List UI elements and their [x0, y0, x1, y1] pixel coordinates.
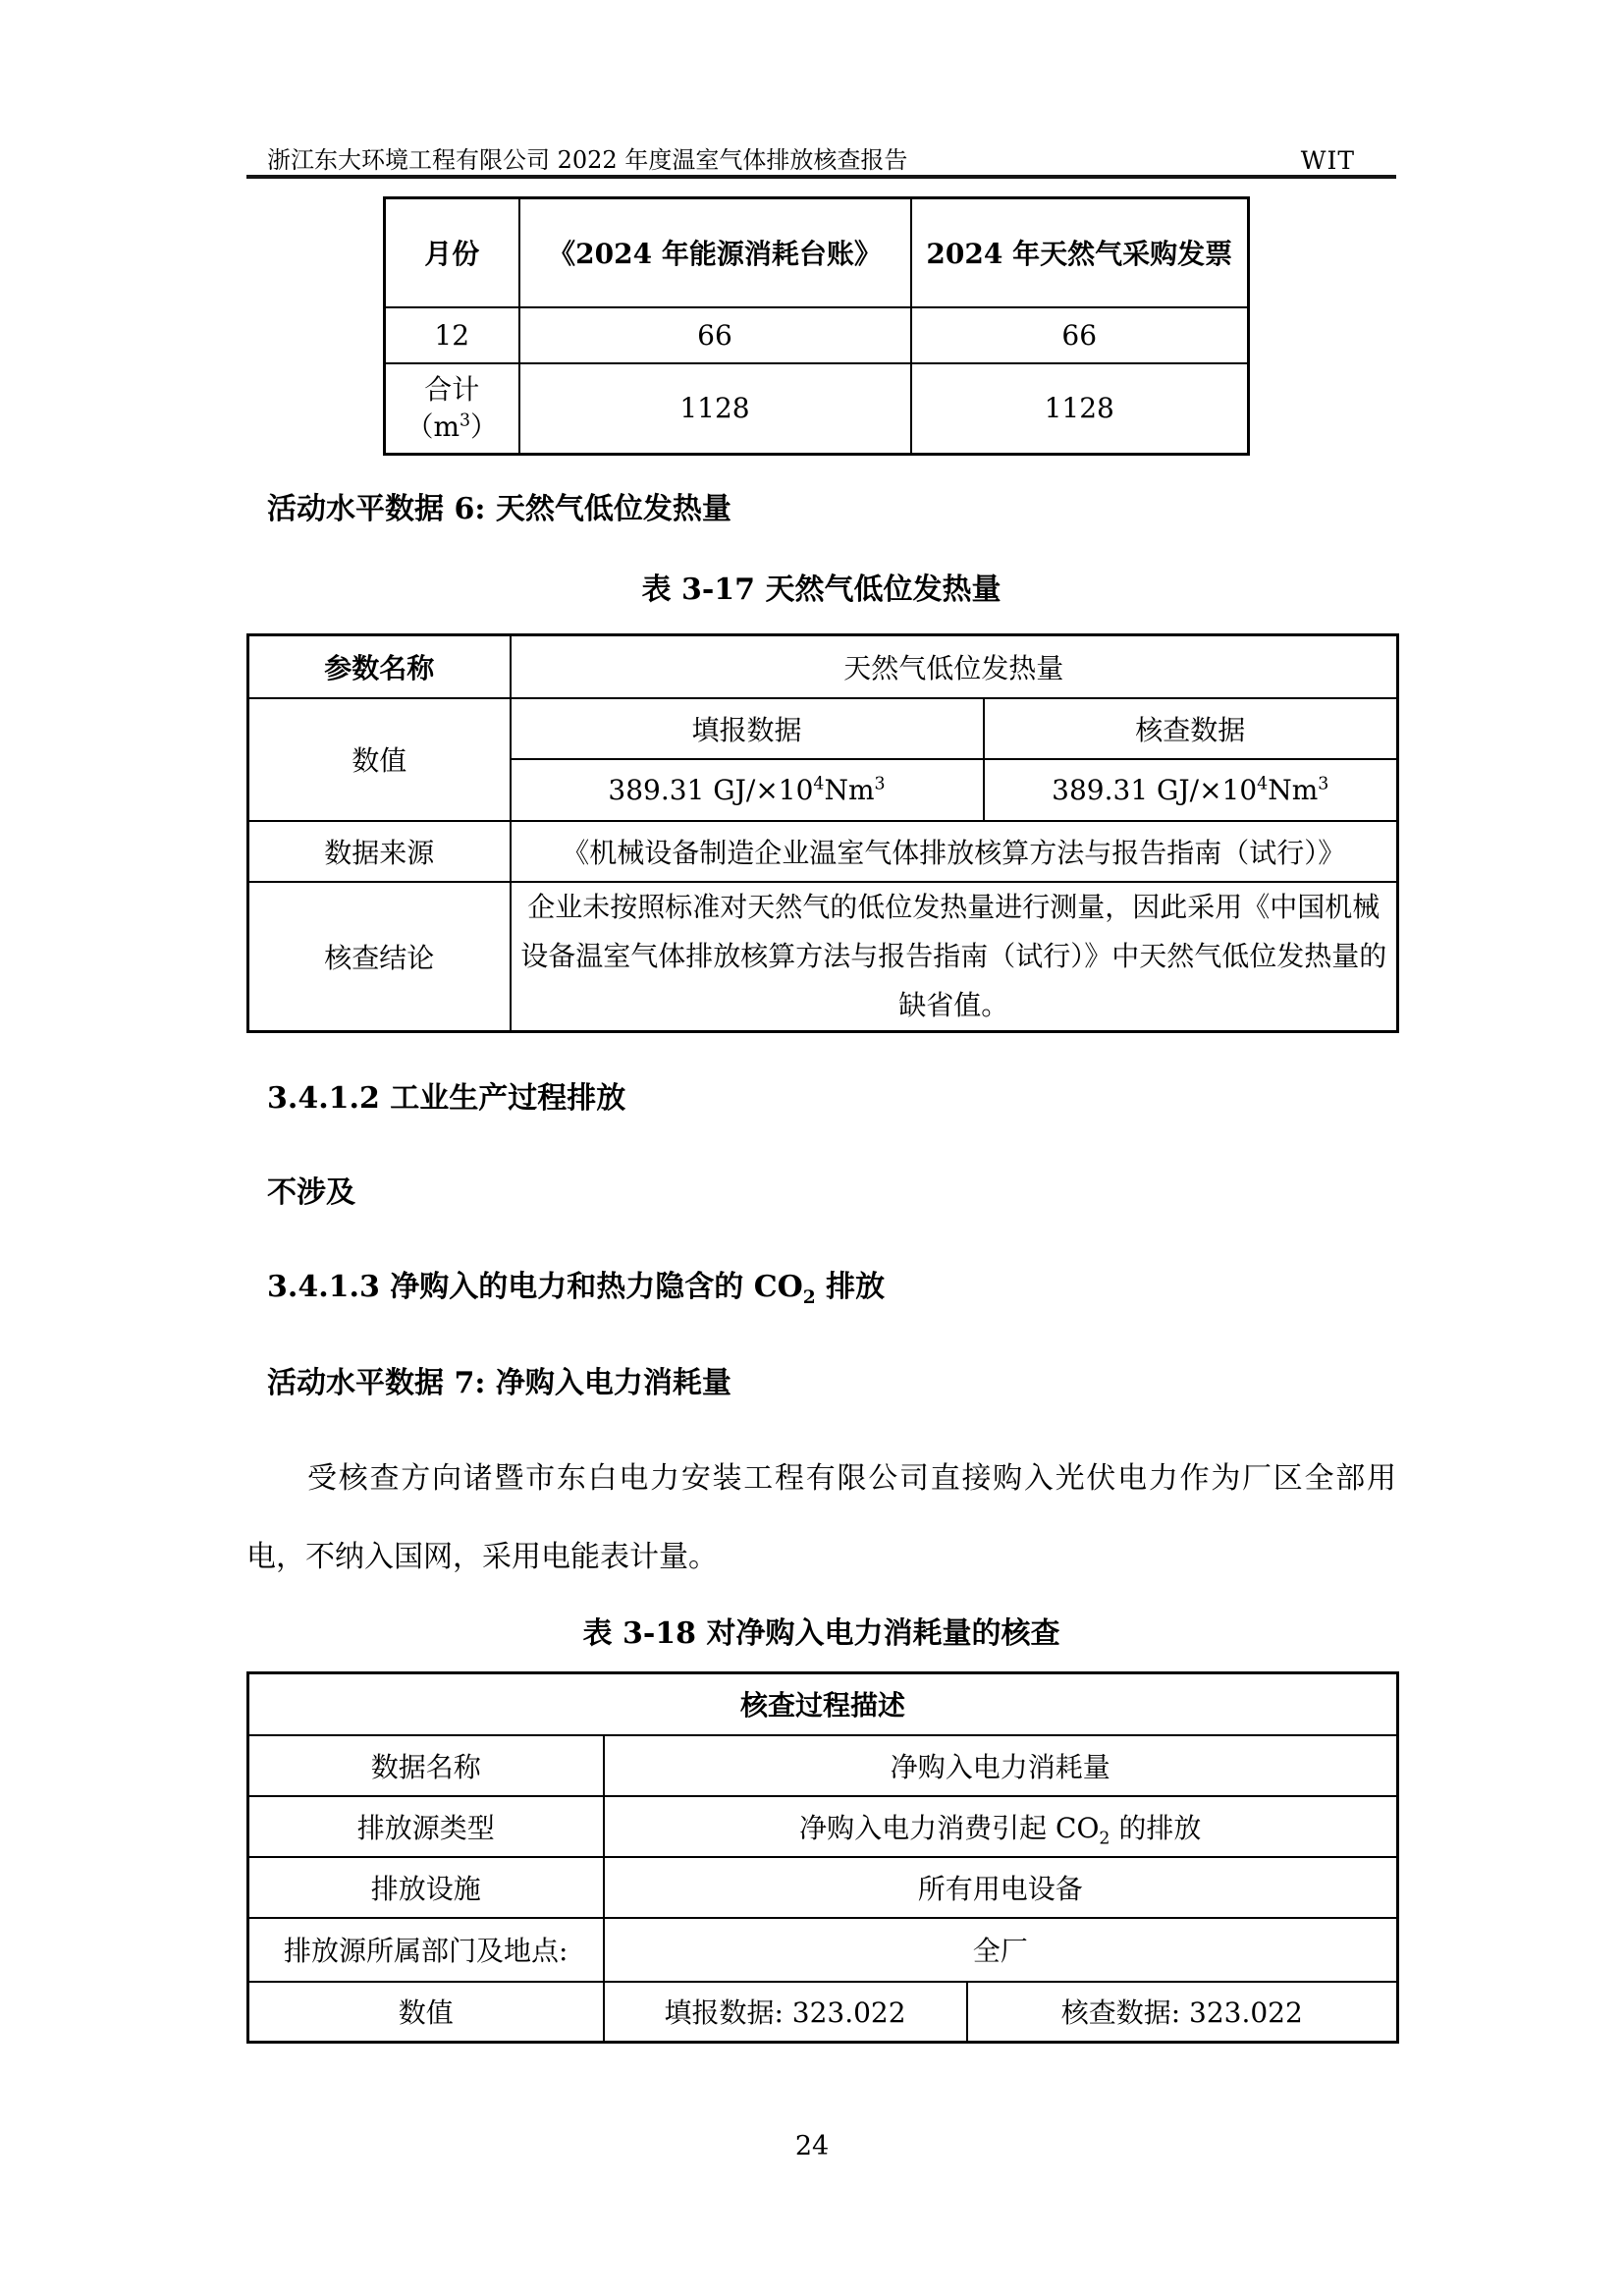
source-type-co2-subscript: 2: [1099, 1829, 1110, 1849]
table-3-17: [246, 633, 1399, 1033]
data-name-row: [248, 1735, 1398, 1796]
heading-3-4-1-3-post: 排放: [815, 1270, 886, 1304]
gas-consumption-table: [383, 196, 1250, 456]
source-label-cell: 数据来源: [248, 821, 511, 882]
body-paragraph: 受核查方向诸暨市东白电力安装工程有限公司直接购入光伏电力作为厂区全部用电，不纳入国网，采用电能表计量。: [246, 1461, 1396, 1574]
col-header-ledger: 《2024 年能源消耗台账》: [519, 198, 911, 307]
source-type-row: [248, 1796, 1398, 1857]
total-label-line1: 合计: [424, 372, 480, 406]
process-header-row: [248, 1673, 1398, 1735]
page-header: [246, 141, 1396, 179]
table-header-row: [385, 198, 1249, 307]
reported-value-exp2: 3: [874, 774, 886, 794]
verified-value-mid: Nm: [1268, 773, 1319, 806]
heading-3-4-1-2: 3.4.1.2 工业生产过程排放: [267, 1081, 626, 1116]
header-logo-text: WIT: [1300, 146, 1355, 175]
col-header-invoice: 2024 年天然气采购发票: [911, 198, 1249, 307]
conclusion-value-cell: 企业未按照标准对天然气的低位发热量进行测量，因此采用《中国机械设备温室气体排放核算方法与报告指南（试行）》中天然气低位发热量的缺省值。: [511, 882, 1398, 1032]
reported-value-exp1: 4: [813, 774, 825, 794]
header-title: 浙江东大环境工程有限公司 2022 年度温室气体排放核查报告: [267, 146, 908, 174]
heading-activity-7: 活动水平数据 7: 净购入电力消耗量: [267, 1366, 731, 1400]
not-involved-text: 不涉及: [267, 1175, 355, 1210]
reported-header-cell: 填报数据: [511, 698, 984, 759]
source-row: [248, 821, 1398, 882]
department-label-cell: 排放源所属部门及地点:: [248, 1918, 604, 1982]
total-unit-sup: 3: [460, 410, 471, 431]
department-value-cell: 全厂: [604, 1918, 1398, 1982]
heading-3-4-1-3-pre: 3.4.1.3 净购入的电力和热力隐含的 CO: [267, 1270, 803, 1304]
facility-row: [248, 1857, 1398, 1918]
verified-header-cell: 核查数据: [984, 698, 1398, 759]
table-3-18: [246, 1671, 1399, 2044]
process-header-cell: 核查过程描述: [248, 1673, 1398, 1735]
total-ledger-cell: 1128: [519, 363, 911, 455]
verified-value-exp2: 3: [1318, 774, 1329, 794]
total-unit-post: ）: [470, 410, 499, 443]
invoice-cell: 66: [911, 307, 1249, 363]
month-cell: 12: [385, 307, 519, 363]
table-row-month-12: [385, 307, 1249, 363]
table-3-17-title: 表 3-17 天然气低位发热量: [641, 573, 1001, 607]
conclusion-label-cell: 核查结论: [248, 882, 511, 1032]
source-type-label-cell: 排放源类型: [248, 1796, 604, 1857]
verified-value-exp1: 4: [1257, 774, 1269, 794]
page-number: 24: [794, 2131, 830, 2161]
reported-value-cell-318: 填报数据: 323.022: [604, 1982, 967, 2043]
total-unit-pre: （m: [406, 410, 460, 443]
col-header-month: 月份: [385, 198, 519, 307]
reported-value-cell: [511, 759, 984, 821]
verified-value-base: 389.31 GJ/×10: [1052, 773, 1258, 806]
heading-3-4-1-3: [267, 1269, 885, 1306]
param-label-cell: 参数名称: [248, 635, 511, 698]
value-label-cell-318: 数值: [248, 1982, 604, 2043]
param-value-cell: 天然气低位发热量: [511, 635, 1398, 698]
source-value-cell: 《机械设备制造企业温室气体排放核算方法与报告指南（试行）》: [511, 821, 1398, 882]
heading-activity-6: 活动水平数据 6: 天然气低位发热量: [267, 492, 731, 526]
ledger-cell: 66: [519, 307, 911, 363]
verified-value-cell-318: 核查数据: 323.022: [967, 1982, 1398, 2043]
conclusion-row: [248, 882, 1398, 1032]
value-label-cell: 数值: [248, 698, 511, 821]
param-row: [248, 635, 1398, 698]
total-label-cell: [385, 363, 519, 455]
total-invoice-cell: 1128: [911, 363, 1249, 455]
source-type-value-cell: [604, 1796, 1398, 1857]
table-row-total: [385, 363, 1249, 455]
department-row: [248, 1918, 1398, 1982]
reported-value-mid: Nm: [824, 773, 875, 806]
facility-label-cell: 排放设施: [248, 1857, 604, 1918]
verified-value-cell: [984, 759, 1398, 821]
data-name-label-cell: 数据名称: [248, 1735, 604, 1796]
facility-value-cell: 所有用电设备: [604, 1857, 1398, 1918]
source-type-pre: 净购入电力消费引起 CO: [799, 1811, 1100, 1844]
value-subheader-row: [248, 698, 1398, 759]
reported-value-base: 389.31 GJ/×10: [608, 773, 814, 806]
source-type-post: 的排放: [1110, 1811, 1202, 1844]
value-row: [248, 1982, 1398, 2043]
co2-subscript: 2: [802, 1287, 816, 1308]
data-name-value-cell: 净购入电力消耗量: [604, 1735, 1398, 1796]
table-3-18-title: 表 3-18 对净购入电力消耗量的核查: [582, 1616, 1060, 1651]
